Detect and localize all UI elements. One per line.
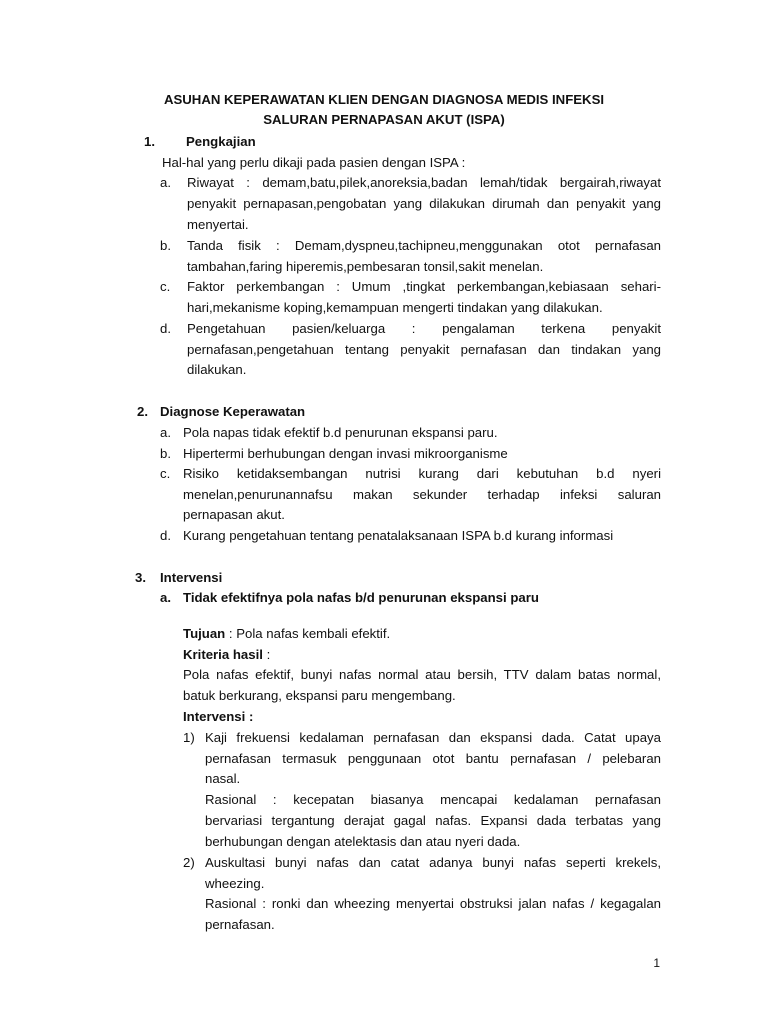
rational-line: Rasional : kecepatan biasanya mencapai kedalaman pernafasan (205, 792, 661, 807)
kriteria-colon: : (262, 647, 271, 662)
section-1-number: 1. (144, 134, 155, 149)
list-marker: a. (160, 175, 171, 190)
kriteria-text-line: batuk berkurang, ekspansi paru mengembang. (183, 688, 456, 703)
list-marker: d. (160, 528, 171, 543)
tujuan-label: Tujuan (183, 626, 226, 641)
subsection-heading: Tidak efektifnya pola nafas b/d penurunan ekspansi paru (183, 590, 539, 605)
rational-line: pernafasan. (205, 917, 275, 932)
list-marker: b. (160, 238, 171, 253)
list-item-line: Kurang pengetahuan tentang penatalaksanaan ISPA b.d kurang informasi (183, 528, 614, 543)
subsection-marker: a. (160, 590, 171, 605)
section-1-intro: Hal-hal yang perlu dikaji pada pasien dengan ISPA : (162, 155, 466, 170)
document-title-line-2: SALURAN PERNAPASAN AKUT (ISPA) (263, 112, 505, 127)
list-marker: d. (160, 321, 171, 336)
list-marker: b. (160, 446, 171, 461)
list-marker: c. (160, 279, 171, 294)
section-2-number: 2. (137, 404, 148, 419)
tujuan-line (183, 626, 390, 642)
list-item-line: menelan,penurunannafsu makan sekunder terhadap infeksi saluran (183, 487, 661, 502)
list-item-line: Hipertermi berhubungan dengan invasi mikroorganisme (183, 446, 508, 461)
document-title-line-1: ASUHAN KEPERAWATAN KLIEN DENGAN DIAGNOSA MEDIS INFEKSI (163, 92, 605, 107)
list-item-line: penyakit pernapasan,pengobatan yang dilakukan dirumah dan penyakit yang (187, 196, 661, 211)
intervention-line: Auskultasi bunyi nafas dan catat adanya bunyi nafas seperti krekels, (205, 855, 661, 870)
tujuan-text: : Pola nafas kembali efektif. (225, 626, 391, 641)
section-2-heading: Diagnose Keperawatan (160, 404, 306, 419)
rational-line: Rasional : ronki dan wheezing menyertai obstruksi jalan nafas / kegagalan (205, 896, 661, 911)
intervention-marker: 2) (183, 855, 195, 870)
list-item-line: Pola napas tidak efektif b.d penurunan ekspansi paru. (183, 425, 498, 440)
list-item-line: tambahan,faring hiperemis,pembesaran tonsil,sakit menelan. (187, 259, 544, 274)
list-item-line: dilakukan. (187, 362, 247, 377)
list-marker: c. (160, 466, 171, 481)
intervention-line: Kaji frekuensi kedalaman pernafasan dan ekspansi dada. Catat upaya (205, 730, 661, 745)
list-item-line: Riwayat : demam,batu,pilek,anoreksia,badan lemah/tidak bergairah,riwayat (187, 175, 661, 190)
list-item-line: pernapasan akut. (183, 507, 285, 522)
intervention-line: nasal. (205, 771, 241, 786)
intervention-line: pernafasan termasuk penggunaan otot bantu pernafasan / pelebaran (205, 751, 661, 766)
page-number: 1 (653, 956, 660, 970)
rational-line: berhubungan dengan atelektasis dan atau nyeri dada. (205, 834, 521, 849)
kriteria-line (183, 647, 270, 663)
list-item-line: Faktor perkembangan : Umum ,tingkat perkembangan,kebiasaan sehari- (187, 279, 661, 294)
intervention-marker: 1) (183, 730, 195, 745)
list-item-line: hari,mekanisme koping,kemampuan mengerti tindakan yang dilakukan. (187, 300, 603, 315)
list-item-line: Risiko ketidaksembangan nutrisi kurang dari kebutuhan b.d nyeri (183, 466, 661, 481)
kriteria-text-line: Pola nafas efektif, bunyi nafas normal atau bersih, TTV dalam batas normal, (183, 667, 661, 682)
list-item-line: Tanda fisik : Demam,dyspneu,tachipneu,menggunakan otot pernafasan (187, 238, 661, 253)
section-3-number: 3. (135, 570, 146, 585)
section-1-heading: Pengkajian (186, 134, 256, 149)
intervention-line: wheezing. (205, 876, 265, 891)
list-item-line: pernafasan,pengetahuan tentang penyakit pernafasan dan tindakan yang (187, 342, 661, 357)
list-item-line: menyertai. (187, 217, 249, 232)
kriteria-label: Kriteria hasil (183, 647, 263, 662)
list-item-line: Pengetahuan pasien/keluarga : pengalaman terkena penyakit (187, 321, 661, 336)
section-3-heading: Intervensi (160, 570, 223, 585)
list-marker: a. (160, 425, 171, 440)
intervensi-label: Intervensi : (183, 709, 254, 724)
rational-line: bervariasi tergantung derajat gagal nafas. Expansi dada terbatas yang (205, 813, 661, 828)
